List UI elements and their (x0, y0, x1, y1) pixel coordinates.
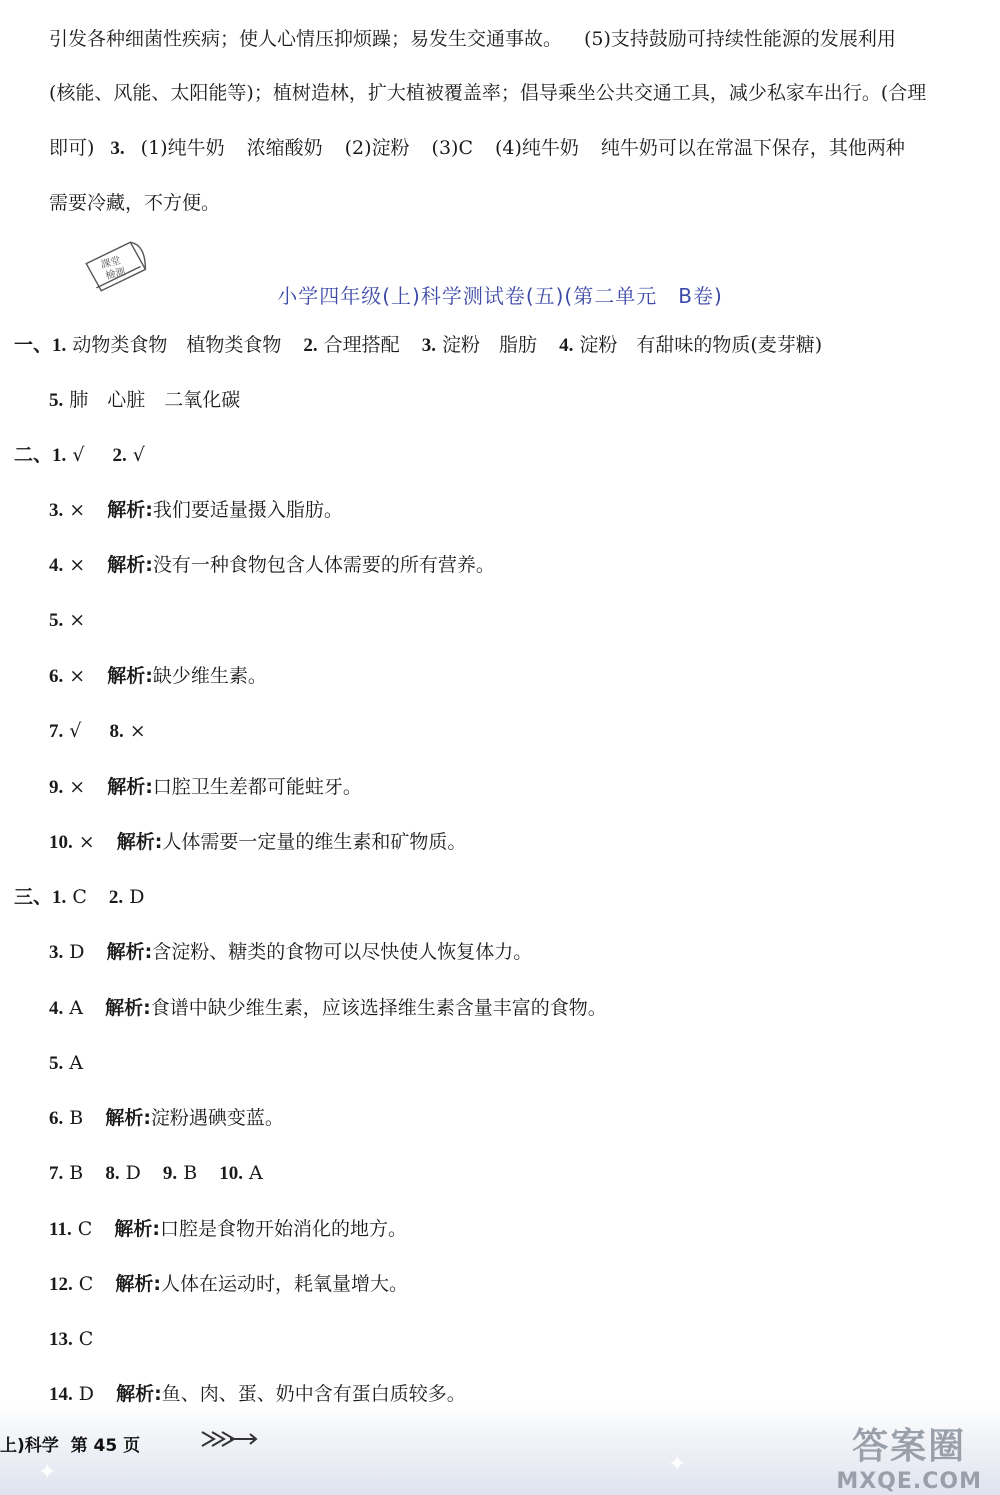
answer-letter: D (69, 941, 85, 963)
answer-text: (3)C (431, 137, 473, 159)
analysis-label: 解析: (105, 997, 151, 1019)
item-number: 10. (49, 832, 73, 853)
item-number: 10. (219, 1163, 243, 1184)
footer-page-number: 45 (93, 1436, 118, 1456)
footer-page-suffix: 页 (123, 1436, 141, 1456)
answer-letter: B (69, 1162, 84, 1184)
paragraph-text: 即可) (49, 137, 95, 159)
analysis-text: 没有一种食物包含人体需要的所有营养。 (152, 554, 495, 576)
item-number: 3. (421, 335, 436, 356)
analysis-text: 食谱中缺少维生素，应该选择维生素含量丰富的食物。 (150, 997, 607, 1019)
part3-item-5 (49, 1054, 1000, 1073)
answer-letter: A (69, 997, 84, 1019)
part-label: 三、 (14, 886, 53, 908)
item-number: 6. (49, 666, 64, 687)
part3-item-11 (49, 1220, 1000, 1239)
part2-item-3 (49, 501, 1000, 520)
item-number: 2. (108, 887, 124, 908)
analysis-label: 解析: (115, 1273, 161, 1295)
analysis-text: 人体在运动时，耗氧量增大。 (161, 1273, 409, 1295)
part1-line-2 (49, 391, 1000, 410)
item-number: 7. (49, 1163, 64, 1184)
double-arrow-icon (200, 1426, 260, 1452)
answer-mark: × (69, 554, 86, 576)
part2-item-4 (49, 556, 1000, 575)
analysis-text: 口腔是食物开始消化的地方。 (159, 1218, 407, 1240)
answer-letter: A (69, 1052, 84, 1074)
sparkle-icon: ✦ (668, 1452, 687, 1477)
item-number: 2. (112, 445, 127, 466)
item-number: 9. (49, 777, 64, 798)
item-number: 3. (49, 500, 64, 521)
paragraph-line-4 (49, 194, 1000, 213)
answer-mark: × (69, 609, 86, 631)
item-number: 7. (49, 721, 64, 742)
watermark-en: MXQE.COM (836, 1469, 982, 1494)
svg-text:檢測: 檢測 (104, 266, 127, 283)
sparkle-icon: ✦ (38, 1460, 57, 1485)
answer-mark: × (69, 665, 86, 687)
item-number: 4. (49, 998, 64, 1019)
answer-letter: B (183, 1162, 198, 1184)
answer-text: (2)淀粉 (344, 137, 410, 159)
item-number: 2. (303, 335, 318, 356)
part2-item-9 (49, 778, 1000, 797)
answer-letter: C (77, 1218, 93, 1240)
item-number: 14. (49, 1384, 73, 1405)
part2-item-5 (49, 611, 1000, 630)
section-title: 小学四年级(上)科学测试卷(五)(第二单元 B卷) (277, 284, 723, 308)
answer-text: 纯牛奶可以在常温下保存，其他两种 (600, 137, 905, 159)
analysis-text: 淀粉遇碘变蓝。 (150, 1107, 284, 1129)
answer-text: 浓缩酸奶 (246, 137, 323, 159)
footer-page-info (0, 1431, 140, 1456)
footer-page-prefix: 第 (70, 1436, 88, 1456)
answer-letter: B (69, 1107, 84, 1129)
paragraph-text: (5)支持鼓励可持续性能源的发展利用 (584, 28, 896, 50)
paragraph-line-3 (49, 139, 1000, 158)
part2-item-6 (49, 667, 1000, 686)
analysis-text: 口腔卫生差都可能蛀牙。 (152, 776, 362, 798)
item-number: 3. (49, 942, 64, 963)
answer-letter: C (78, 1273, 94, 1295)
answer-text: 肺 心脏 二氧化碳 (69, 389, 241, 411)
paragraph-text: 需要冷藏，不方便。 (49, 192, 221, 214)
item-number: 11. (49, 1219, 72, 1240)
answer-text: (4)纯牛奶 (494, 137, 579, 159)
part-label: 一、 (14, 334, 53, 356)
analysis-text: 含淀粉、糖类的食物可以尽快使人恢复体力。 (152, 941, 533, 963)
analysis-label: 解析: (116, 831, 163, 853)
part2-line-1 (14, 446, 1000, 465)
item-number: 8. (105, 1163, 120, 1184)
answer-mark: √ (69, 720, 82, 742)
answer-letter: C (72, 886, 87, 908)
svg-text:課堂: 課堂 (99, 255, 122, 271)
answer-text: 动物类食物 植物类食物 (72, 334, 282, 356)
analysis-text: 鱼、肉、蛋、奶中含有蛋白质较多。 (161, 1383, 466, 1405)
item-number: 1. (52, 445, 67, 466)
part-label: 二、 (14, 444, 53, 466)
analysis-text: 我们要适量摄入脂肪。 (152, 499, 343, 521)
analysis-label: 解析: (107, 554, 153, 576)
answer-letter: D (125, 1162, 141, 1184)
answer-letter: C (78, 1328, 94, 1350)
item-number: 1. (52, 335, 67, 356)
item-number: 1. (52, 887, 67, 908)
part1-line-1 (14, 336, 1000, 355)
part2-item-10 (49, 833, 1000, 852)
item-number: 6. (49, 1108, 64, 1129)
answer-letter: D (129, 886, 145, 908)
item-number: 5. (49, 1053, 64, 1074)
part3-item-12 (49, 1275, 1000, 1294)
item-number: 4. (559, 335, 574, 356)
analysis-label: 解析: (107, 499, 153, 521)
answer-mark: × (69, 499, 86, 521)
analysis-label: 解析: (107, 776, 153, 798)
watermark-cn: 答案圈 (852, 1426, 967, 1467)
part3-item-14 (49, 1385, 1000, 1404)
item-number: 4. (49, 555, 64, 576)
part3-item-7-10 (49, 1164, 1000, 1183)
item-number: 13. (49, 1329, 73, 1350)
item-number: 9. (162, 1163, 178, 1184)
paragraph-line-1 (49, 30, 1000, 49)
analysis-label: 解析: (114, 1218, 160, 1240)
answer-letter: A (249, 1162, 263, 1184)
paragraph-text: 引发各种细菌性疾病；使人心情压抑烦躁；易发生交通事故。 (49, 28, 563, 50)
analysis-text: 人体需要一定量的维生素和矿物质。 (162, 831, 467, 853)
part3-item-6 (49, 1109, 1000, 1128)
analysis-label: 解析: (107, 665, 153, 687)
answer-mark: √ (72, 444, 85, 466)
answer-mark: × (78, 831, 95, 853)
part3-line-1 (14, 888, 1000, 907)
analysis-text: 缺少维生素。 (152, 665, 267, 687)
item-number: 8. (109, 721, 124, 742)
item-number: 5. (49, 610, 64, 631)
answer-letter: D (78, 1383, 95, 1405)
paragraph-text: (核能、风能、太阳能等)；植树造林，扩大植被覆盖率；倡导乘坐公共交通工具，减少私家车出行。(合理 (49, 82, 927, 104)
analysis-label: 解析: (116, 1383, 162, 1405)
answer-mark: √ (132, 444, 145, 466)
part3-item-4 (49, 999, 1000, 1018)
watermark (836, 1418, 982, 1494)
analysis-label: 解析: (105, 1107, 151, 1129)
item-number: 3. (110, 138, 125, 159)
answer-mark: × (69, 776, 86, 798)
item-number: 12. (49, 1274, 73, 1295)
answer-text: 合理搭配 (323, 334, 400, 356)
item-number: 5. (49, 390, 64, 411)
answer-text: 淀粉 有甜味的物质(麦芽糖) (579, 334, 823, 356)
paragraph-line-2 (49, 84, 1000, 103)
answer-text: (1)纯牛奶 (140, 137, 225, 159)
analysis-label: 解析: (106, 941, 153, 963)
footer-subject: 上)科学 (0, 1436, 59, 1456)
answer-text: 淀粉 脂肪 (442, 334, 538, 356)
part3-item-13 (49, 1330, 1000, 1349)
part3-item-3 (49, 943, 1000, 962)
answer-mark: × (129, 720, 146, 742)
part2-item-7-8 (49, 722, 1000, 741)
